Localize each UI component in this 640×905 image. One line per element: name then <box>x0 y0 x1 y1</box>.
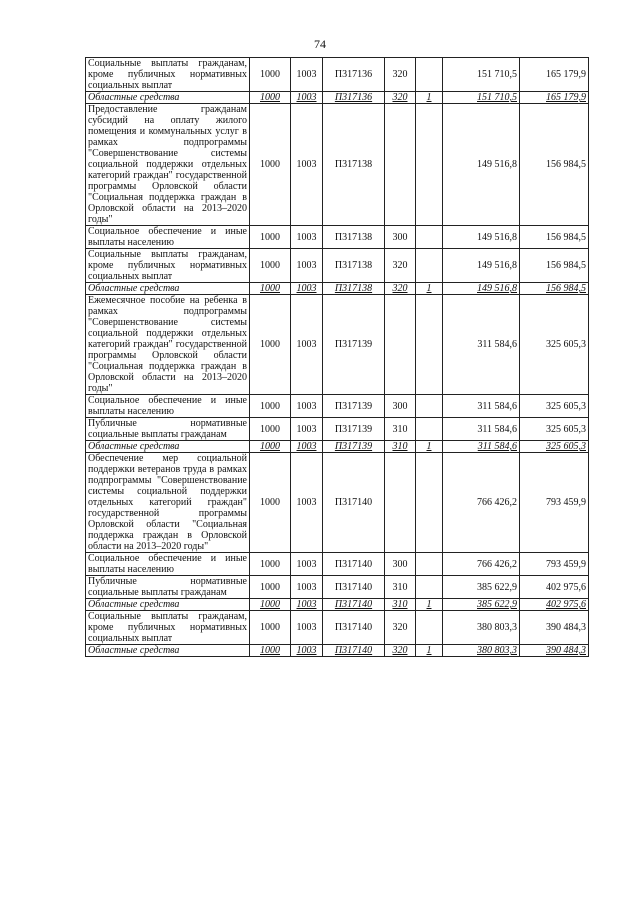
expense-type-code <box>385 295 416 395</box>
target-article-code: П317140 <box>323 611 385 645</box>
subsection-code: 1003 <box>291 611 323 645</box>
section-code: 1000 <box>250 249 291 283</box>
funding-source-code <box>416 553 443 576</box>
table-row <box>86 58 589 92</box>
amount-year-2: 325 605,3 <box>520 441 589 453</box>
subsection-code: 1003 <box>291 395 323 418</box>
table-row <box>86 611 589 645</box>
amount-year-1: 380 803,3 <box>443 611 520 645</box>
table-row-regional-funds <box>86 441 589 453</box>
target-article-code: П317138 <box>323 249 385 283</box>
section-code: 1000 <box>250 453 291 553</box>
expense-type-code: 300 <box>385 226 416 249</box>
target-article-code: П317140 <box>323 645 385 657</box>
amount-year-2: 793 459,9 <box>520 553 589 576</box>
expense-type-code <box>385 453 416 553</box>
amount-year-2: 156 984,5 <box>520 283 589 295</box>
table-row-regional-funds <box>86 645 589 657</box>
section-code: 1000 <box>250 441 291 453</box>
funding-source-code <box>416 104 443 226</box>
row-name: Областные средства <box>86 599 250 611</box>
amount-year-2: 325 605,3 <box>520 418 589 441</box>
funding-source-code <box>416 418 443 441</box>
row-name: Социальное обеспечение и иные выплаты населению <box>86 553 250 576</box>
table-row <box>86 295 589 395</box>
table-row-regional-funds <box>86 599 589 611</box>
target-article-code: П317140 <box>323 576 385 599</box>
amount-year-1: 149 516,8 <box>443 283 520 295</box>
table-row <box>86 553 589 576</box>
amount-year-1: 311 584,6 <box>443 418 520 441</box>
expense-type-code: 310 <box>385 418 416 441</box>
amount-year-1: 149 516,8 <box>443 226 520 249</box>
amount-year-1: 380 803,3 <box>443 645 520 657</box>
amount-year-2: 156 984,5 <box>520 249 589 283</box>
budget-table-body <box>86 58 589 657</box>
subsection-code: 1003 <box>291 645 323 657</box>
amount-year-1: 151 710,5 <box>443 58 520 92</box>
amount-year-2: 390 484,3 <box>520 611 589 645</box>
expense-type-code: 320 <box>385 645 416 657</box>
amount-year-1: 311 584,6 <box>443 295 520 395</box>
amount-year-2: 390 484,3 <box>520 645 589 657</box>
subsection-code: 1003 <box>291 283 323 295</box>
funding-source-code <box>416 58 443 92</box>
subsection-code: 1003 <box>291 226 323 249</box>
subsection-code: 1003 <box>291 92 323 104</box>
expense-type-code: 300 <box>385 553 416 576</box>
amount-year-2: 165 179,9 <box>520 92 589 104</box>
funding-source-code <box>416 395 443 418</box>
amount-year-2: 325 605,3 <box>520 395 589 418</box>
expense-type-code: 320 <box>385 92 416 104</box>
section-code: 1000 <box>250 283 291 295</box>
subsection-code: 1003 <box>291 58 323 92</box>
table-row-regional-funds <box>86 92 589 104</box>
funding-source-code <box>416 249 443 283</box>
subsection-code: 1003 <box>291 599 323 611</box>
amount-year-1: 149 516,8 <box>443 104 520 226</box>
section-code: 1000 <box>250 395 291 418</box>
section-code: 1000 <box>250 553 291 576</box>
row-name: Ежемесячное пособие на ребенка в рамках подпрограммы "Совершенствование системы социальной поддержки отдельных категорий граждан" государственной программы Орловской области "Социальная поддержка граждан в Орловской области на 2013–2020 годы" <box>86 295 250 395</box>
amount-year-1: 385 622,9 <box>443 576 520 599</box>
amount-year-1: 766 426,2 <box>443 553 520 576</box>
table-row <box>86 249 589 283</box>
funding-source-code <box>416 226 443 249</box>
amount-year-1: 385 622,9 <box>443 599 520 611</box>
expense-type-code: 310 <box>385 441 416 453</box>
funding-source-code: 1 <box>416 645 443 657</box>
expense-type-code: 320 <box>385 611 416 645</box>
row-name: Областные средства <box>86 645 250 657</box>
expense-type-code: 320 <box>385 283 416 295</box>
funding-source-code <box>416 611 443 645</box>
subsection-code: 1003 <box>291 441 323 453</box>
funding-source-code <box>416 576 443 599</box>
section-code: 1000 <box>250 58 291 92</box>
table-row <box>86 453 589 553</box>
amount-year-2: 793 459,9 <box>520 453 589 553</box>
row-name: Публичные нормативные социальные выплаты гражданам <box>86 576 250 599</box>
row-name: Социальные выплаты гражданам, кроме публичных нормативных социальных выплат <box>86 58 250 92</box>
amount-year-1: 151 710,5 <box>443 92 520 104</box>
section-code: 1000 <box>250 645 291 657</box>
expense-type-code: 300 <box>385 395 416 418</box>
row-name: Социальные выплаты гражданам, кроме публичных нормативных социальных выплат <box>86 249 250 283</box>
row-name: Областные средства <box>86 441 250 453</box>
expense-type-code: 310 <box>385 576 416 599</box>
target-article-code: П317140 <box>323 599 385 611</box>
table-row <box>86 576 589 599</box>
section-code: 1000 <box>250 295 291 395</box>
amount-year-2: 402 975,6 <box>520 599 589 611</box>
row-name: Социальное обеспечение и иные выплаты населению <box>86 395 250 418</box>
row-name: Социальные выплаты гражданам, кроме публичных нормативных социальных выплат <box>86 611 250 645</box>
section-code: 1000 <box>250 104 291 226</box>
target-article-code: П317140 <box>323 553 385 576</box>
row-name: Предоставление гражданам субсидий на оплату жилого помещения и коммунальных услуг в рамках подпрограммы "Совершенствование системы социальной поддержки отдельных категорий граждан" государственной программы Орловской области "Социальная поддержка граждан в Орловской области на 2013–2020 годы" <box>86 104 250 226</box>
row-name: Публичные нормативные социальные выплаты гражданам <box>86 418 250 441</box>
target-article-code: П317139 <box>323 395 385 418</box>
funding-source-code: 1 <box>416 283 443 295</box>
amount-year-2: 156 984,5 <box>520 226 589 249</box>
funding-source-code: 1 <box>416 599 443 611</box>
expense-type-code <box>385 104 416 226</box>
expense-type-code: 320 <box>385 249 416 283</box>
section-code: 1000 <box>250 418 291 441</box>
amount-year-2: 325 605,3 <box>520 295 589 395</box>
amount-year-2: 165 179,9 <box>520 58 589 92</box>
table-row-regional-funds <box>86 283 589 295</box>
table-row <box>86 104 589 226</box>
target-article-code: П317138 <box>323 226 385 249</box>
funding-source-code <box>416 453 443 553</box>
amount-year-2: 156 984,5 <box>520 104 589 226</box>
expense-type-code: 310 <box>385 599 416 611</box>
row-name: Областные средства <box>86 283 250 295</box>
subsection-code: 1003 <box>291 249 323 283</box>
target-article-code: П317138 <box>323 283 385 295</box>
subsection-code: 1003 <box>291 104 323 226</box>
expense-type-code: 320 <box>385 58 416 92</box>
section-code: 1000 <box>250 92 291 104</box>
row-name: Обеспечение мер социальной поддержки ветеранов труда в рамках подпрограммы "Совершенствование системы социальной поддержки отдельных категорий граждан" государственной программы Орловской области "Социальная поддержка граждан в Орловской области на 2013–2020 годы" <box>86 453 250 553</box>
funding-source-code: 1 <box>416 441 443 453</box>
amount-year-1: 311 584,6 <box>443 441 520 453</box>
target-article-code: П317139 <box>323 418 385 441</box>
subsection-code: 1003 <box>291 295 323 395</box>
table-row <box>86 418 589 441</box>
subsection-code: 1003 <box>291 553 323 576</box>
target-article-code: П317136 <box>323 92 385 104</box>
subsection-code: 1003 <box>291 453 323 553</box>
funding-source-code <box>416 295 443 395</box>
target-article-code: П317139 <box>323 441 385 453</box>
amount-year-1: 766 426,2 <box>443 453 520 553</box>
amount-year-2: 402 975,6 <box>520 576 589 599</box>
target-article-code: П317139 <box>323 295 385 395</box>
target-article-code: П317138 <box>323 104 385 226</box>
target-article-code: П317140 <box>323 453 385 553</box>
table-row <box>86 395 589 418</box>
row-name: Социальное обеспечение и иные выплаты населению <box>86 226 250 249</box>
subsection-code: 1003 <box>291 418 323 441</box>
subsection-code: 1003 <box>291 576 323 599</box>
table-row <box>86 226 589 249</box>
page-number: 74 <box>314 37 326 51</box>
row-name: Областные средства <box>86 92 250 104</box>
target-article-code: П317136 <box>323 58 385 92</box>
amount-year-1: 311 584,6 <box>443 395 520 418</box>
funding-source-code: 1 <box>416 92 443 104</box>
amount-year-1: 149 516,8 <box>443 249 520 283</box>
section-code: 1000 <box>250 599 291 611</box>
section-code: 1000 <box>250 611 291 645</box>
section-code: 1000 <box>250 226 291 249</box>
section-code: 1000 <box>250 576 291 599</box>
budget-table <box>85 57 589 657</box>
